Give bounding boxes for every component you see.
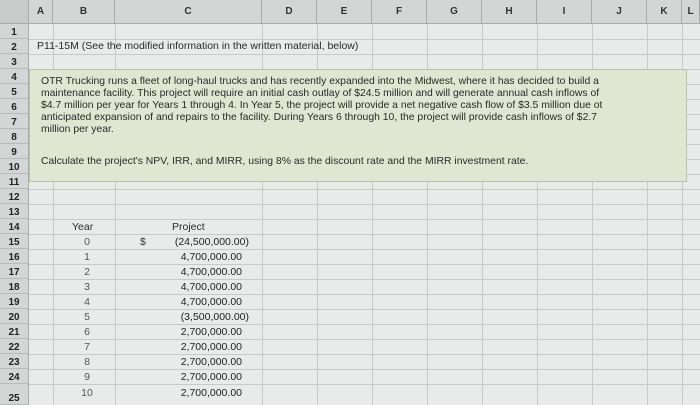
- column-header-g[interactable]: G: [427, 0, 482, 24]
- cash-flow-cell[interactable]: 2,700,000.00: [180, 371, 242, 383]
- column-header-e[interactable]: E: [317, 0, 372, 24]
- cash-flow-cell[interactable]: 4,700,000.00: [180, 251, 242, 263]
- gridline: [29, 249, 700, 250]
- row-header-15[interactable]: 15: [0, 234, 29, 249]
- year-header-cell[interactable]: Year: [72, 221, 94, 233]
- row-header-8[interactable]: 8: [0, 129, 29, 144]
- year-cell[interactable]: 4: [84, 296, 90, 308]
- gridline: [29, 189, 700, 190]
- row-header-23[interactable]: 23: [0, 354, 29, 369]
- row-header-9[interactable]: 9: [0, 144, 29, 159]
- year-cell[interactable]: 1: [84, 251, 90, 263]
- row-header-18[interactable]: 18: [0, 279, 29, 294]
- cash-flow-cell[interactable]: 2,700,000.00: [180, 387, 242, 399]
- year-cell[interactable]: 3: [84, 281, 90, 293]
- year-cell[interactable]: 10: [81, 387, 93, 399]
- cash-flow-cell[interactable]: 4,700,000.00: [180, 281, 242, 293]
- cash-flow-cell[interactable]: 4,700,000.00: [180, 296, 242, 308]
- column-header-f[interactable]: F: [372, 0, 427, 24]
- row-header-22[interactable]: 22: [0, 339, 29, 354]
- cash-flow-cell[interactable]: 4,700,000.00: [180, 266, 242, 278]
- year-cell[interactable]: 0: [84, 236, 90, 248]
- row-header-25[interactable]: 25: [0, 384, 29, 405]
- row-header-16[interactable]: 16: [0, 249, 29, 264]
- row-header-3[interactable]: 3: [0, 54, 29, 69]
- cash-flow-cell[interactable]: (24,500,000.00): [174, 236, 249, 248]
- cash-flow-cell[interactable]: 2,700,000.00: [180, 356, 242, 368]
- column-header-d[interactable]: D: [262, 0, 317, 24]
- column-header-i[interactable]: I: [537, 0, 592, 24]
- year-cell[interactable]: 8: [84, 356, 90, 368]
- row-header-24[interactable]: 24: [0, 369, 29, 384]
- gridline: [29, 234, 700, 235]
- gridline: [29, 264, 700, 265]
- row-header-21[interactable]: 21: [0, 324, 29, 339]
- problem-line-2: maintenance facility. This project will require an initial cash outlay of $24.5 million and will generate annual cash inflows of: [41, 88, 600, 99]
- row-header-4[interactable]: 4: [0, 69, 29, 84]
- row-header-10[interactable]: 10: [0, 159, 29, 174]
- gridline: [29, 324, 700, 325]
- problem-line-1: OTR Trucking runs a fleet of long-haul trucks and has recently expanded into the Midwest, where it has decided to build a: [41, 76, 599, 87]
- column-header-a[interactable]: A: [29, 0, 53, 24]
- gridline: [29, 309, 700, 310]
- column-header-c[interactable]: C: [115, 0, 262, 24]
- year-cell[interactable]: 5: [84, 311, 90, 323]
- problem-line-3: $4.7 million per year for Years 1 through 4. In Year 5, the project will provide a net negative cash flow of $3.5 million due ot: [41, 100, 603, 111]
- column-header-k[interactable]: K: [647, 0, 682, 24]
- project-header-cell[interactable]: Project: [172, 221, 205, 233]
- question-text: Calculate the project's NPV, IRR, and MIRR, using 8% as the discount rate and the MIRR investment rate.: [41, 156, 529, 167]
- year-cell[interactable]: 9: [84, 371, 90, 383]
- row-header-19[interactable]: 19: [0, 294, 29, 309]
- gridline: [29, 354, 700, 355]
- gridline: [29, 54, 700, 55]
- row-header-12[interactable]: 12: [0, 189, 29, 204]
- row-header-2[interactable]: 2: [0, 39, 29, 54]
- problem-line-5: million per year.: [41, 124, 114, 135]
- year-cell[interactable]: 7: [84, 341, 90, 353]
- column-header-b[interactable]: B: [53, 0, 115, 24]
- select-all-corner[interactable]: [0, 0, 29, 24]
- gridline: [29, 204, 700, 205]
- problem-title-cell[interactable]: P11-15M (See the modified information in the written material, below): [37, 40, 359, 52]
- year-cell[interactable]: 2: [84, 266, 90, 278]
- cash-flow-cell[interactable]: 2,700,000.00: [180, 341, 242, 353]
- gridline: [29, 219, 700, 220]
- row-header-5[interactable]: 5: [0, 84, 29, 99]
- row-header-13[interactable]: 13: [0, 204, 29, 219]
- row-header-20[interactable]: 20: [0, 309, 29, 324]
- row-header-1[interactable]: 1: [0, 24, 29, 39]
- row-header-7[interactable]: 7: [0, 114, 29, 129]
- gridline: [29, 339, 700, 340]
- row-header-17[interactable]: 17: [0, 264, 29, 279]
- year-cell[interactable]: 6: [84, 326, 90, 338]
- gridline: [29, 279, 700, 280]
- currency-symbol: $: [140, 236, 146, 248]
- column-header-l[interactable]: L: [682, 0, 700, 24]
- column-header-h[interactable]: H: [482, 0, 537, 24]
- row-header-6[interactable]: 6: [0, 99, 29, 114]
- cash-flow-cell[interactable]: (3,500,000.00): [180, 311, 249, 323]
- gridline: [29, 369, 700, 370]
- gridline: [29, 384, 700, 385]
- column-header-j[interactable]: J: [592, 0, 647, 24]
- problem-line-4: anticipated expansion of and repairs to the facility. During Years 6 through 10, the project will provide cash inflows of $2.7: [41, 112, 598, 123]
- gridline: [29, 294, 700, 295]
- row-header-14[interactable]: 14: [0, 219, 29, 234]
- cash-flow-cell[interactable]: 2,700,000.00: [180, 326, 242, 338]
- row-header-11[interactable]: 11: [0, 174, 29, 189]
